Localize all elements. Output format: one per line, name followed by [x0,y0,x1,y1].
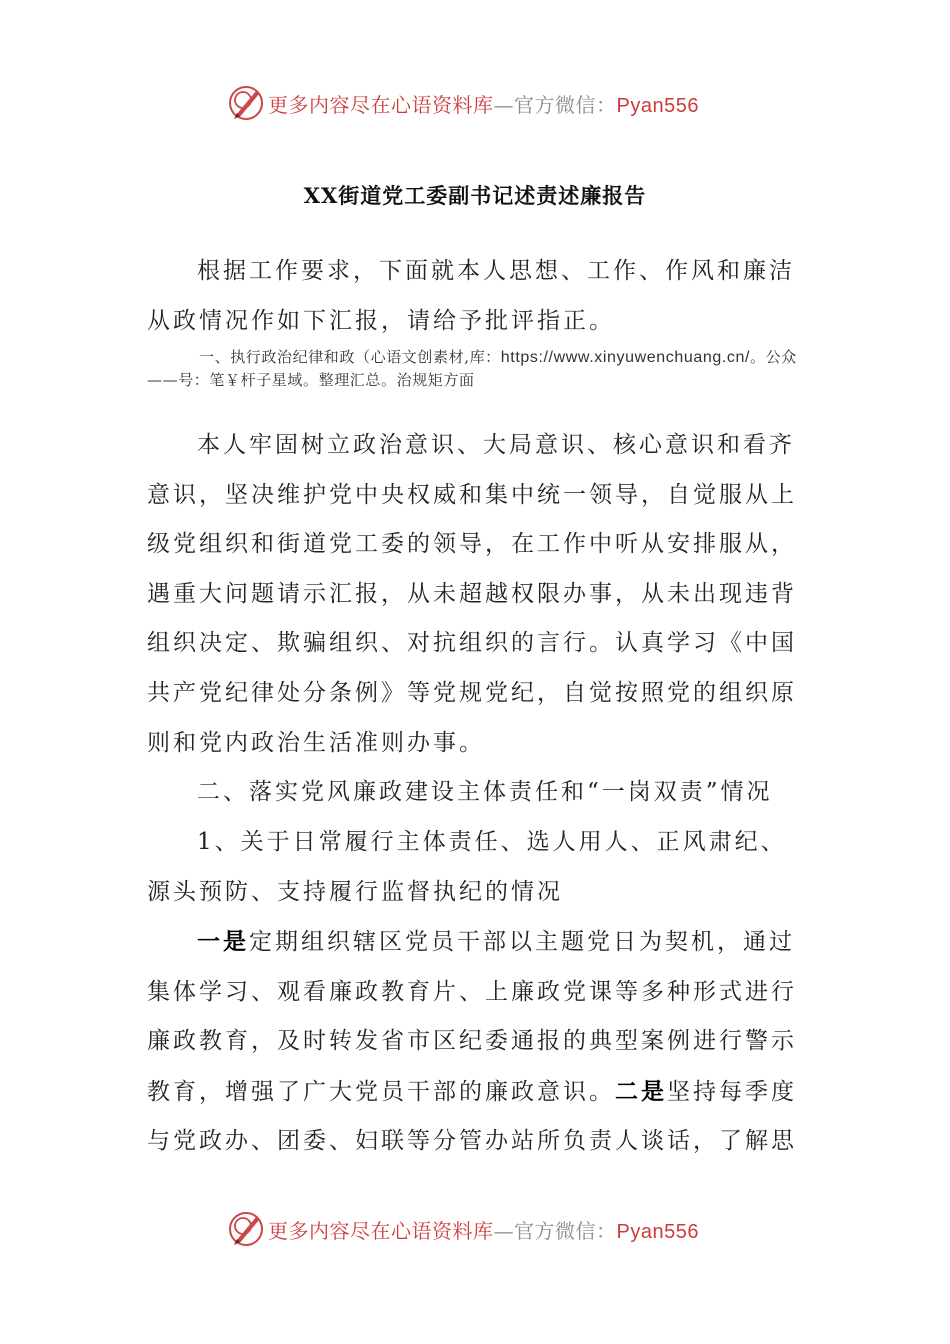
footer-banner [0,1207,950,1251]
banner-text [268,1215,699,1244]
banner-brand: 更多内容尽在心语资料库 [268,93,494,117]
banner-wechat-id: Pyan556 [616,95,699,117]
sub1-heading: 1、关于日常履行主体责任、选人用人、正风肃纪、源头预防、支持履行监督执纪的情况 [147,829,787,905]
banner-dash: — [493,93,514,117]
section2-heading: 二、落实党风廉政建设主体责任和“一岗双责”情况 [197,779,773,805]
banner-text [268,89,699,118]
keyword-first: 一是 [197,928,249,955]
paragraph-1: 本人牢固树立政治意识、大局意识、核心意识和看齐意识，坚决维护党中央权威和集中统一领导，自觉服从上级党组织和街道党工委的领导，在工作中听从安排服从，遇重大问题请示汇报，从未超越权限办事，从未出现违背组织决定、欺骗组织、对抗组织的言行。认真学习《中国共产党纪律处分条例》等党规党纪，自觉按照党的组织原则和党内政治生活准则办事。 [147,432,797,756]
section1-url-a: https:// [500,349,554,366]
banner-wechat-label: 官方微信： [514,93,617,117]
section1-heading-b: 。公众——号：笔￥杆子星域。整理汇总。治规矩方面 [147,348,797,389]
section1-url-b: www.xinyuwenchuang.cn/ [553,349,751,366]
banner-wechat-id: Pyan556 [616,1221,699,1243]
intro-paragraph: 根据工作要求，下面就本人思想、工作、作风和廉洁从政情况作如下汇报，请给予批评指正。 [147,258,795,334]
section1-heading-a: 一、执行政治纪律和政（心语文创素材,库： [199,348,501,366]
pen-logo-icon [226,83,266,123]
paragraph-2 [147,917,797,1167]
section1-heading [147,346,802,392]
banner-dash: — [493,1219,514,1243]
banner-brand: 更多内容尽在心语资料库 [268,1219,494,1243]
header-banner [0,81,950,125]
keyword-second: 二是 [615,1077,667,1105]
pen-logo-icon [226,1209,266,1249]
paragraph-2b: 坚持每季度与党政办、团委、妇联等分管办站所负责人谈话，了解思 [147,1078,797,1155]
paragraph-2a: 定期组织辖区党员干部以主题党日为契机，通过集体学习、观看廉政教育片、上廉政党课等多种形式进行廉政教育，及时转发省市区纪委通报的典型案例进行警示教育，增强了广大党员干部的廉政意识。 [147,929,797,1105]
banner-wechat-label: 官方微信： [514,1219,617,1243]
document-title: XX街道党工委副书记述责述廉报告 [303,183,647,208]
